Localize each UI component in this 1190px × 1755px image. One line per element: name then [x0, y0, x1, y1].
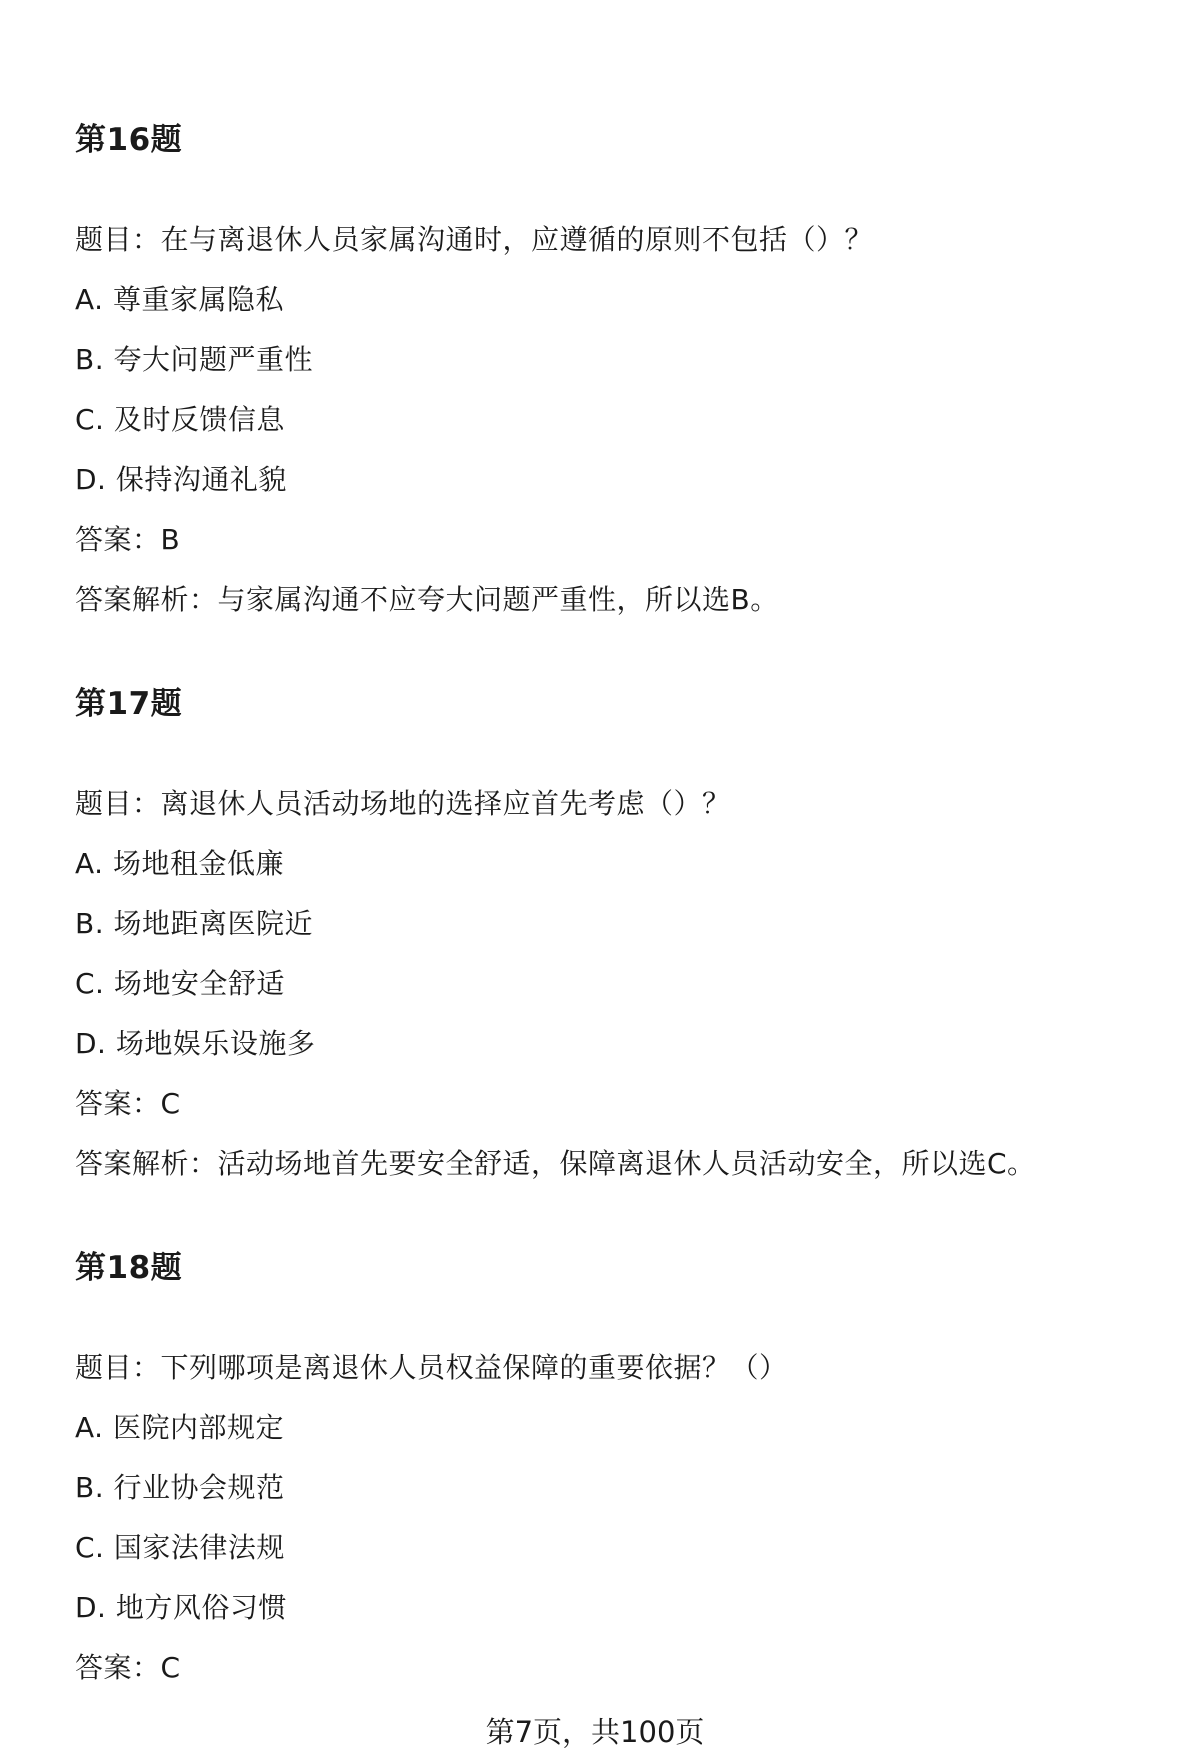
- question-18-answer: 答案：C: [75, 1651, 181, 1684]
- question-16-option-b: B. 夸大问题严重性: [75, 343, 314, 376]
- question-16-option-a: A. 尊重家属隐私: [75, 283, 284, 316]
- question-18-option-a: A. 医院内部规定: [75, 1411, 284, 1444]
- question-17-option-a: A. 场地租金低廉: [75, 847, 284, 880]
- question-17-option-d: D. 场地娱乐设施多: [75, 1027, 316, 1060]
- question-16-title: 第16题: [75, 122, 183, 158]
- question-16-option-d: D. 保持沟通礼貌: [75, 463, 287, 496]
- question-17-analysis: 答案解析：活动场地首先要安全舒适，保障离退休人员活动安全，所以选C。: [75, 1147, 1036, 1180]
- question-18-option-c: C. 国家法律法规: [75, 1531, 285, 1564]
- question-16-answer: 答案：B: [75, 523, 181, 556]
- question-17-title: 第17题: [75, 686, 183, 722]
- question-17-option-b: B. 场地距离医院近: [75, 907, 314, 940]
- question-17-answer: 答案：C: [75, 1087, 181, 1120]
- question-16-text: 题目：在与离退休人员家属沟通时，应遵循的原则不包括（）？: [75, 223, 874, 256]
- question-18-title: 第18题: [75, 1250, 183, 1286]
- question-16-option-c: C. 及时反馈信息: [75, 403, 285, 436]
- question-16-analysis: 答案解析：与家属沟通不应夸大问题严重性，所以选B。: [75, 583, 779, 616]
- page-number-footer: 第7页，共100页: [485, 1715, 705, 1749]
- question-17-option-c: C. 场地安全舒适: [75, 967, 285, 1000]
- question-18-option-d: D. 地方风俗习惯: [75, 1591, 287, 1624]
- question-18-option-b: B. 行业协会规范: [75, 1471, 285, 1504]
- question-17-text: 题目：离退休人员活动场地的选择应首先考虑（）？: [75, 787, 731, 820]
- question-18-text: 题目：下列哪项是离退休人员权益保障的重要依据？（）: [75, 1351, 788, 1384]
